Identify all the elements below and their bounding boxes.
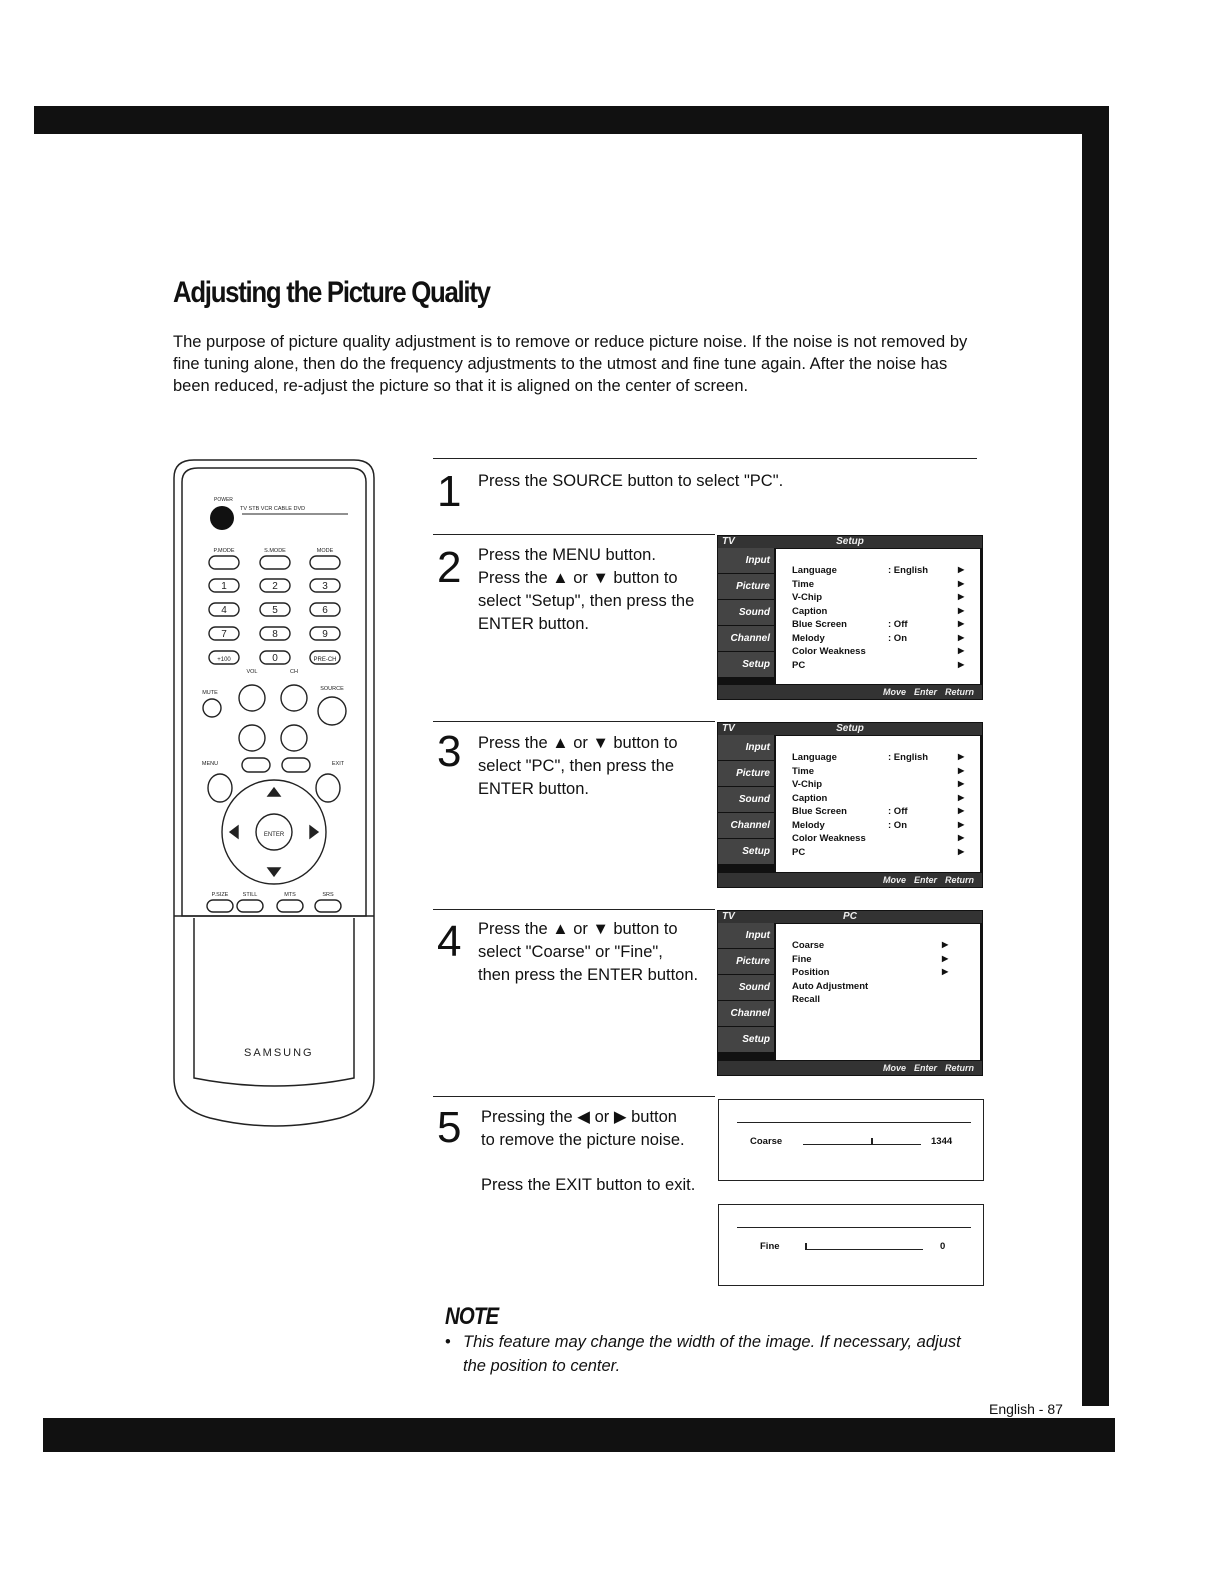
- menu-tv-label: TV: [722, 723, 735, 734]
- menu-tab: Input: [718, 923, 774, 948]
- remote-small-button: [242, 758, 270, 772]
- fine-label: Fine: [760, 1241, 780, 1252]
- remote-mute-label: MUTE: [202, 690, 218, 696]
- menu-tabs: [718, 735, 774, 865]
- step-line: Pressing the ◀ or ▶ button: [481, 1108, 677, 1126]
- menu-item: [792, 752, 965, 763]
- menu-item-label: Caption: [792, 605, 828, 617]
- menu-footer-item: Enter: [913, 1063, 937, 1073]
- step-line: Press the ▲ or ▼ button to: [478, 569, 678, 587]
- ch-down-icon: [281, 725, 307, 751]
- step-line: then press the ENTER button.: [478, 966, 699, 984]
- arrow-right-icon: ▶: [958, 765, 965, 775]
- menu-item-label: Auto Adjustment: [792, 980, 869, 992]
- right-bar: [1082, 106, 1109, 1406]
- menu-item: [792, 819, 965, 831]
- menu-footer-item: Enter: [913, 687, 937, 697]
- menu-footer-item: Move: [882, 875, 906, 885]
- arrow-right-icon: ▶: [958, 846, 965, 856]
- exit-button-icon: [316, 774, 340, 802]
- menu-tab: Picture: [718, 761, 774, 786]
- arrow-right-icon: ▶: [942, 967, 949, 976]
- menu-item-label: Blue Screen: [792, 619, 847, 630]
- menu-tab: Sound: [718, 600, 774, 625]
- coarse-box-topline: [737, 1122, 971, 1123]
- menu-panel: [776, 736, 980, 872]
- remote-brand: SAMSUNG: [244, 1047, 314, 1059]
- remote-ch-label: CH: [290, 669, 298, 675]
- step-number: 3: [437, 727, 462, 776]
- remote-digit-label: 1: [221, 581, 227, 592]
- step-number: 4: [437, 917, 462, 966]
- step-text: [481, 1106, 695, 1197]
- remote-mode-label: S.MODE: [264, 548, 286, 554]
- setup-menu-screen-step2: [717, 535, 983, 700]
- intro-paragraph: The purpose of picture quality adjustment is to remove or reduce picture noise. If the noise is not removed by fine tuning alone, then do the frequency adjustments to the utmost and fine tune again. After the noise has been reduced, re-adjust the picture so that it is aligned on the center of screen.: [173, 333, 968, 395]
- step-line: select "Setup", then press the: [478, 592, 695, 610]
- step-extra: Press the EXIT button to exit.: [481, 1176, 696, 1194]
- menu-item-value: : Off: [888, 806, 908, 817]
- remote-small-button: [282, 758, 310, 772]
- remote-digit-label: 0: [272, 653, 278, 664]
- remote-bottom-label: P.SIZE: [211, 892, 229, 898]
- menu-tab: Setup: [718, 839, 774, 864]
- menu-panel: [776, 924, 980, 1060]
- menu-footer-item: Return: [945, 875, 974, 885]
- remote-vol-label: VOL: [246, 669, 258, 675]
- fine-adjust-box: [718, 1204, 984, 1286]
- pc-menu-screen-step4: [717, 910, 983, 1076]
- menu-item: [792, 765, 965, 777]
- page-number: English - 87: [989, 1401, 1063, 1417]
- menu-item-value: : On: [888, 632, 907, 644]
- menu-item: [792, 994, 820, 1005]
- page-title: Adjusting the Picture Quality: [173, 276, 490, 309]
- menu-item-label: Time: [792, 578, 815, 590]
- arrow-right-icon: ▶: [958, 779, 965, 788]
- menu-item-label: Fine: [792, 953, 812, 965]
- coarse-adjust-box: [718, 1099, 984, 1181]
- menu-item: [792, 578, 965, 590]
- menu-header: [718, 723, 982, 735]
- menu-title: PC: [843, 911, 857, 922]
- menu-title: Setup: [836, 723, 864, 734]
- arrow-right-icon: ▶: [958, 659, 965, 669]
- remote-bottom-label: STILL: [242, 892, 258, 898]
- remote-control-illustration: [170, 458, 380, 1142]
- step-line: ENTER button.: [478, 615, 589, 633]
- fine-box-topline: [737, 1227, 971, 1228]
- arrow-right-icon: ▶: [958, 578, 965, 588]
- menu-panel: [776, 549, 980, 684]
- menu-tab: Setup: [718, 1027, 774, 1052]
- step-line: Press the ▲ or ▼ button to: [478, 920, 678, 938]
- arrow-right-icon: ▶: [958, 819, 965, 829]
- menu-item-label: Blue Screen: [792, 806, 847, 817]
- menu-item-label: Recall: [792, 994, 820, 1005]
- menu-item: [792, 833, 965, 844]
- step-number: 1: [437, 467, 462, 516]
- remote-digit-label: 9: [322, 629, 328, 640]
- step-line: select "PC", then press the: [478, 757, 675, 775]
- menu-tabs: [718, 548, 774, 678]
- remote-bottom-button: [277, 900, 303, 912]
- top-bar: [34, 106, 1109, 134]
- menu-tab: Channel: [718, 813, 774, 838]
- step-text: [478, 918, 698, 987]
- vol-down-icon: [239, 725, 265, 751]
- menu-tab: Channel: [718, 626, 774, 651]
- remote-mode-button: [209, 556, 239, 569]
- remote-bottom-button: [237, 900, 263, 912]
- mute-icon: [203, 699, 221, 717]
- vol-up-icon: [239, 685, 265, 711]
- remote-bottom-label: SRS: [322, 892, 334, 898]
- menu-item: [792, 646, 965, 657]
- menu-item: [792, 953, 949, 965]
- arrow-right-icon: ▶: [958, 806, 965, 815]
- menu-item: [792, 779, 965, 790]
- menu-header: [718, 911, 982, 923]
- arrow-right-icon: [310, 826, 318, 838]
- remote-power-label: POWER: [214, 497, 233, 503]
- note-body: This feature may change the width of the image. If necessary, adjust the position to center.: [463, 1333, 961, 1375]
- coarse-track: [803, 1144, 921, 1145]
- remote-exit-label: EXIT: [331, 761, 345, 767]
- menu-item-value: : English: [888, 752, 929, 763]
- remote-digit-label: 8: [272, 629, 278, 640]
- menu-item-label: Position: [792, 967, 830, 978]
- menu-tab: Sound: [718, 975, 774, 1000]
- arrow-down-icon: [268, 868, 280, 876]
- remote-menu-label: MENU: [201, 761, 219, 767]
- menu-tab: Input: [718, 548, 774, 573]
- menu-item-label: V-Chip: [792, 779, 823, 790]
- coarse-value: 1344: [931, 1136, 953, 1147]
- remote-bottom-button: [207, 900, 233, 912]
- step-text: [478, 732, 678, 801]
- menu-button-icon: [208, 774, 232, 802]
- menu-header: [718, 536, 982, 548]
- menu-footer: [718, 873, 982, 887]
- menu-item-label: Time: [792, 765, 815, 777]
- menu-tab: Picture: [718, 574, 774, 599]
- menu-footer-item: Move: [882, 687, 906, 697]
- remote-digit-label: 6: [322, 605, 328, 616]
- menu-item: [792, 981, 868, 992]
- menu-item: [792, 565, 965, 576]
- arrow-right-icon: ▶: [942, 940, 949, 949]
- fine-track: [805, 1249, 923, 1250]
- menu-item: [792, 846, 965, 858]
- menu-tab: Input: [718, 735, 774, 760]
- menu-item-label: PC: [792, 659, 806, 671]
- step-text: [478, 544, 694, 636]
- ch-up-icon: [281, 685, 307, 711]
- menu-tv-label: TV: [722, 536, 735, 547]
- arrow-right-icon: ▶: [958, 752, 965, 761]
- menu-item: [792, 806, 965, 817]
- menu-item-value: : English: [888, 565, 929, 576]
- remote-bottom-label: MTS: [284, 892, 296, 898]
- remote-mode-button: [260, 556, 290, 569]
- menu-footer-item: Return: [945, 687, 974, 697]
- step-line: Press the MENU button.: [478, 546, 656, 564]
- arrow-right-icon: ▶: [958, 833, 965, 842]
- menu-tab: Picture: [718, 949, 774, 974]
- remote-mode-button: [310, 556, 340, 569]
- menu-tab: Sound: [718, 787, 774, 812]
- step-number: 2: [437, 543, 462, 592]
- menu-item-value: : On: [888, 819, 907, 831]
- step-line: to remove the picture noise.: [481, 1131, 685, 1149]
- remote-enter-label: ENTER: [263, 832, 285, 838]
- remote-digit-label: 2: [272, 581, 278, 592]
- step-divider: [433, 534, 715, 535]
- remote-source-button-label: SOURCE: [320, 686, 344, 692]
- menu-item: [792, 967, 949, 978]
- step-divider: [433, 458, 977, 459]
- step-divider: [433, 721, 715, 722]
- menu-item-value: : Off: [888, 619, 908, 630]
- bottom-bar: [43, 1418, 1115, 1452]
- remote-digit-label: 7: [221, 629, 227, 640]
- menu-footer-item: Enter: [913, 875, 937, 885]
- arrow-right-icon: ▶: [958, 792, 965, 802]
- menu-item: [792, 605, 965, 617]
- arrow-up-icon: [268, 788, 280, 796]
- step-line: ENTER button.: [478, 780, 589, 798]
- note-text: [445, 1330, 985, 1378]
- remote-digit-label: 4: [221, 605, 227, 616]
- arrow-right-icon: ▶: [958, 646, 965, 655]
- setup-menu-screen-step3: [717, 722, 983, 888]
- menu-item-label: Coarse: [792, 940, 825, 951]
- fine-value: 0: [940, 1241, 946, 1252]
- step-divider: [433, 1096, 715, 1097]
- menu-footer-item: Return: [945, 1063, 974, 1073]
- menu-item-label: Color Weakness: [792, 833, 866, 844]
- step-line: Press the ▲ or ▼ button to: [478, 734, 678, 752]
- menu-item-label: Language: [792, 752, 837, 763]
- arrow-right-icon: ▶: [942, 953, 949, 963]
- menu-item-label: Caption: [792, 792, 828, 804]
- menu-title: Setup: [836, 536, 864, 547]
- arrow-left-icon: [230, 826, 238, 838]
- remote-source-label: TV STB VCR CABLE DVD: [240, 506, 306, 512]
- arrow-right-icon: ▶: [958, 605, 965, 615]
- menu-tv-label: TV: [722, 911, 735, 922]
- note-bullet: •: [445, 1333, 451, 1351]
- menu-item-label: PC: [792, 846, 806, 858]
- remote-mode-label: MODE: [316, 548, 334, 554]
- menu-footer: [718, 1061, 982, 1075]
- remote-bottom-button: [315, 900, 341, 912]
- fine-slider-knob: [805, 1243, 807, 1250]
- remote-digit-label: 5: [272, 605, 278, 616]
- source-button-icon: [318, 697, 346, 725]
- menu-item-label: Color Weakness: [792, 646, 866, 657]
- arrow-right-icon: ▶: [958, 565, 965, 574]
- arrow-right-icon: ▶: [958, 592, 965, 601]
- menu-item-label: Melody: [792, 819, 825, 831]
- menu-item-label: Language: [792, 565, 837, 576]
- step-line: select "Coarse" or "Fine",: [478, 943, 663, 961]
- menu-item: [792, 792, 965, 804]
- step-divider: [433, 909, 715, 910]
- note-heading: NOTE: [445, 1303, 499, 1330]
- menu-item: [792, 632, 965, 644]
- menu-footer-item: Move: [882, 1063, 906, 1073]
- menu-item-label: Melody: [792, 632, 825, 644]
- step-line: Press the SOURCE button to select "PC".: [478, 472, 784, 490]
- menu-item: [792, 659, 965, 671]
- menu-tab: Setup: [718, 652, 774, 677]
- arrow-right-icon: ▶: [958, 619, 965, 628]
- remote-mode-label: P.MODE: [213, 548, 235, 554]
- step-text: [478, 470, 783, 493]
- coarse-slider-knob: [871, 1138, 873, 1145]
- remote-digit-label: +100: [217, 657, 231, 663]
- menu-item: [792, 619, 965, 630]
- coarse-label: Coarse: [750, 1136, 783, 1147]
- menu-item-label: V-Chip: [792, 592, 823, 603]
- remote-digit-label: 3: [322, 581, 328, 592]
- menu-tabs: [718, 923, 774, 1053]
- menu-tab: Channel: [718, 1001, 774, 1026]
- menu-footer: [718, 685, 982, 699]
- menu-item: [792, 592, 965, 603]
- step-number: 5: [437, 1103, 462, 1152]
- remote-digit-label: PRE-CH: [313, 657, 337, 663]
- menu-item: [792, 940, 949, 951]
- arrow-right-icon: ▶: [958, 632, 965, 642]
